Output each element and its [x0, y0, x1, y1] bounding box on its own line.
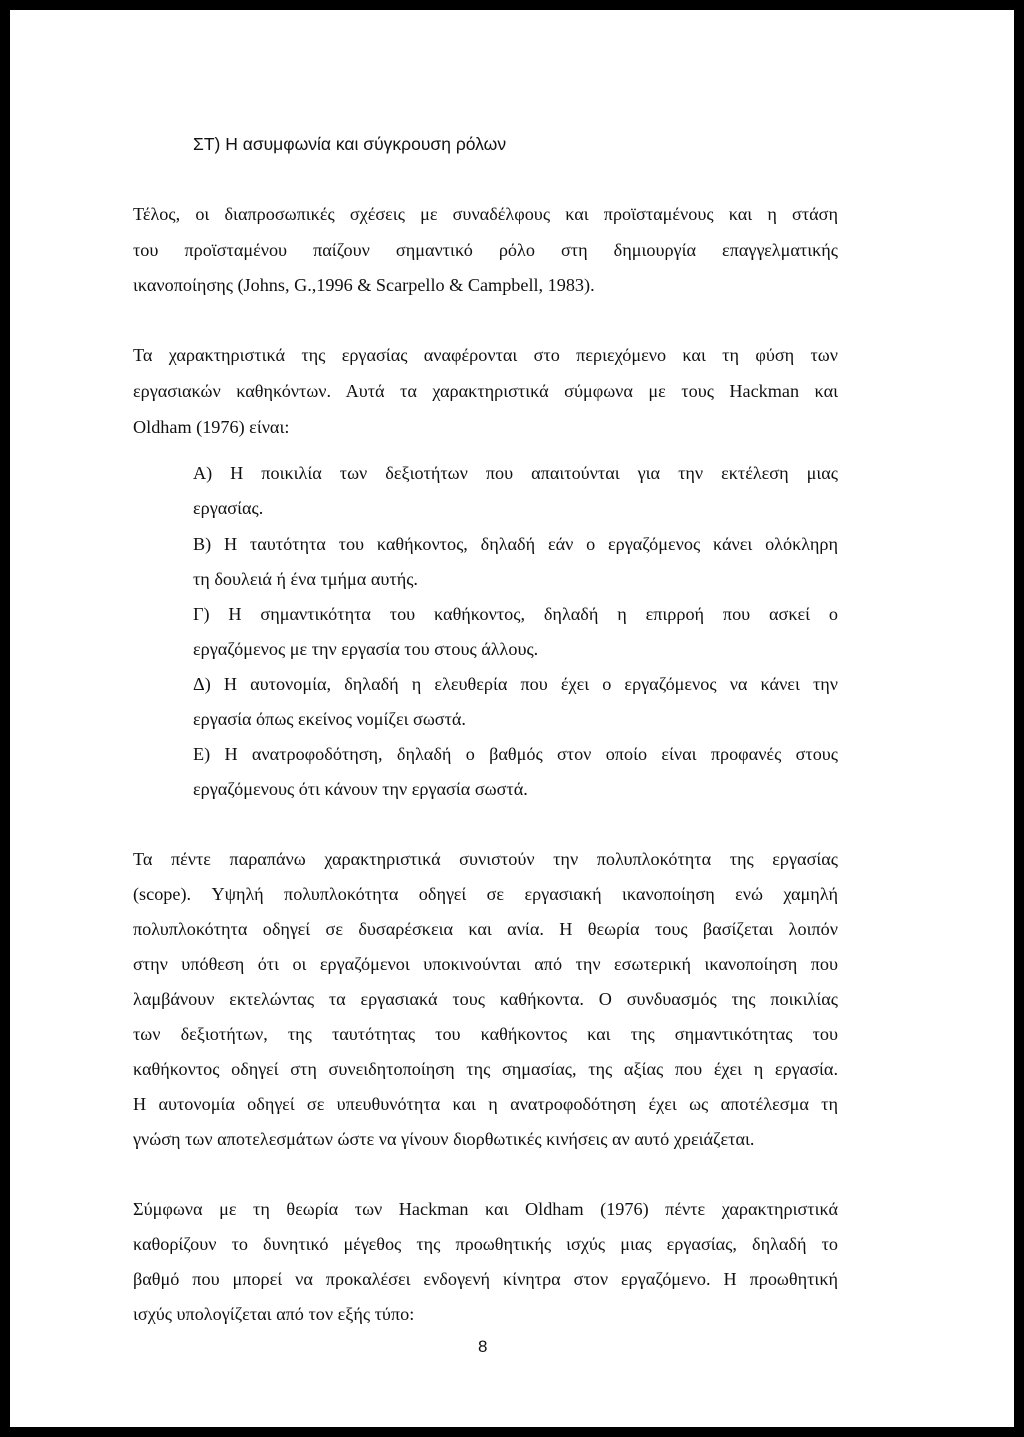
paragraph-line: (scope). Υψηλή πολυπλοκότητα οδηγεί σε εργασιακή ικανοποίηση ενώ χαμηλή — [133, 884, 838, 904]
list-item-continuation: τη δουλειά ή ένα τμήμα αυτής. — [193, 569, 418, 589]
list-item: Γ) Η σημαντικότητα του καθήκοντος, δηλαδή η επιρροή που ασκεί ο — [193, 604, 838, 624]
paragraph-line: ισχύς υπολογίζεται από τον εξής τύπο: — [133, 1304, 415, 1324]
paragraph-line: Τα πέντε παραπάνω χαρακτηριστικά συνιστούν την πολυπλοκότητα της εργασίας — [133, 849, 838, 869]
paragraph-line: καθορίζουν το δυνητικό μέγεθος της προωθητικής ισχύς μιας εργασίας, δηλαδή το — [133, 1234, 838, 1254]
list-item: Β) Η ταυτότητα του καθήκοντος, δηλαδή εάν ο εργαζόμενος κάνει ολόκληρη — [193, 534, 838, 554]
paragraph-line: Oldham (1976) είναι: — [133, 417, 290, 437]
paragraph-line: ικανοποίησης (Johns, G.,1996 & Scarpello & Campbell, 1983). — [133, 275, 595, 295]
list-item-continuation: εργασίας. — [193, 498, 264, 518]
paragraph-line: Σύμφωνα με τη θεωρία των Hackman και Oldham (1976) πέντε χαρακτηριστικά — [133, 1199, 838, 1219]
paragraph-line: γνώση των αποτελεσμάτων ώστε να γίνουν διορθωτικές κινήσεις αν αυτό χρειάζεται. — [133, 1129, 755, 1149]
list-item: Δ) Η αυτονομία, δηλαδή η ελευθερία που έχει ο εργαζόμενος να κάνει την — [193, 674, 838, 694]
paragraph-line: πολυπλοκότητα οδηγεί σε δυσαρέσκεια και ανία. Η θεωρία τους βασίζεται λοιπόν — [133, 919, 838, 939]
list-item-continuation: εργαζόμενος με την εργασία του στους άλλους. — [193, 639, 539, 659]
section-heading: ΣΤ) Η ασυμφωνία και σύγκρουση ρόλων — [193, 134, 507, 154]
paragraph-line: στην υπόθεση ότι οι εργαζόμενοι υποκινούνται από την εσωτερική ικανοποίηση που — [133, 954, 838, 974]
paragraph-line: βαθμό που μπορεί να προκαλέσει ενδογενή κίνητρα στον εργαζόμενο. Η προωθητική — [133, 1269, 838, 1289]
paragraph-line: καθήκοντος οδηγεί στη συνειδητοποίηση της σημασίας, της αξίας που έχει η εργασία. — [133, 1059, 838, 1079]
paragraph-line: του προϊσταμένου παίζουν σημαντικό ρόλο στη δημιουργία επαγγελματικής — [133, 240, 838, 260]
document-page — [10, 10, 1014, 1427]
paragraph-line: λαμβάνουν εκτελώντας τα εργασιακά τους καθήκοντα. Ο συνδυασμός της ποικιλίας — [133, 989, 838, 1009]
paragraph-line: Τα χαρακτηριστικά της εργασίας αναφέρονται στο περιεχόμενο και τη φύση των — [133, 345, 838, 365]
paragraph-line: εργασιακών καθηκόντων. Αυτά τα χαρακτηριστικά σύμφωνα με τους Hackman και — [133, 381, 838, 401]
page-number: 8 — [478, 1337, 488, 1356]
list-item: Ε) Η ανατροφοδότηση, δηλαδή ο βαθμός στον οποίο είναι προφανές στους — [193, 744, 838, 764]
paragraph-line: Τέλος, οι διαπροσωπικές σχέσεις με συναδέλφους και προϊσταμένους και η στάση — [133, 204, 838, 224]
list-item-continuation: εργαζόμενους ότι κάνουν την εργασία σωστά. — [193, 779, 528, 799]
list-item-continuation: εργασία όπως εκείνος νομίζει σωστά. — [193, 709, 466, 729]
list-item: Α) Η ποικιλία των δεξιοτήτων που απαιτούνται για την εκτέλεση μιας — [193, 463, 838, 483]
paragraph-line: Η αυτονομία οδηγεί σε υπευθυνότητα και η ανατροφοδότηση έχει ως αποτέλεσμα τη — [133, 1094, 838, 1114]
paragraph-line: των δεξιοτήτων, της ταυτότητας του καθήκοντος και της σημαντικότητας του — [133, 1024, 838, 1044]
